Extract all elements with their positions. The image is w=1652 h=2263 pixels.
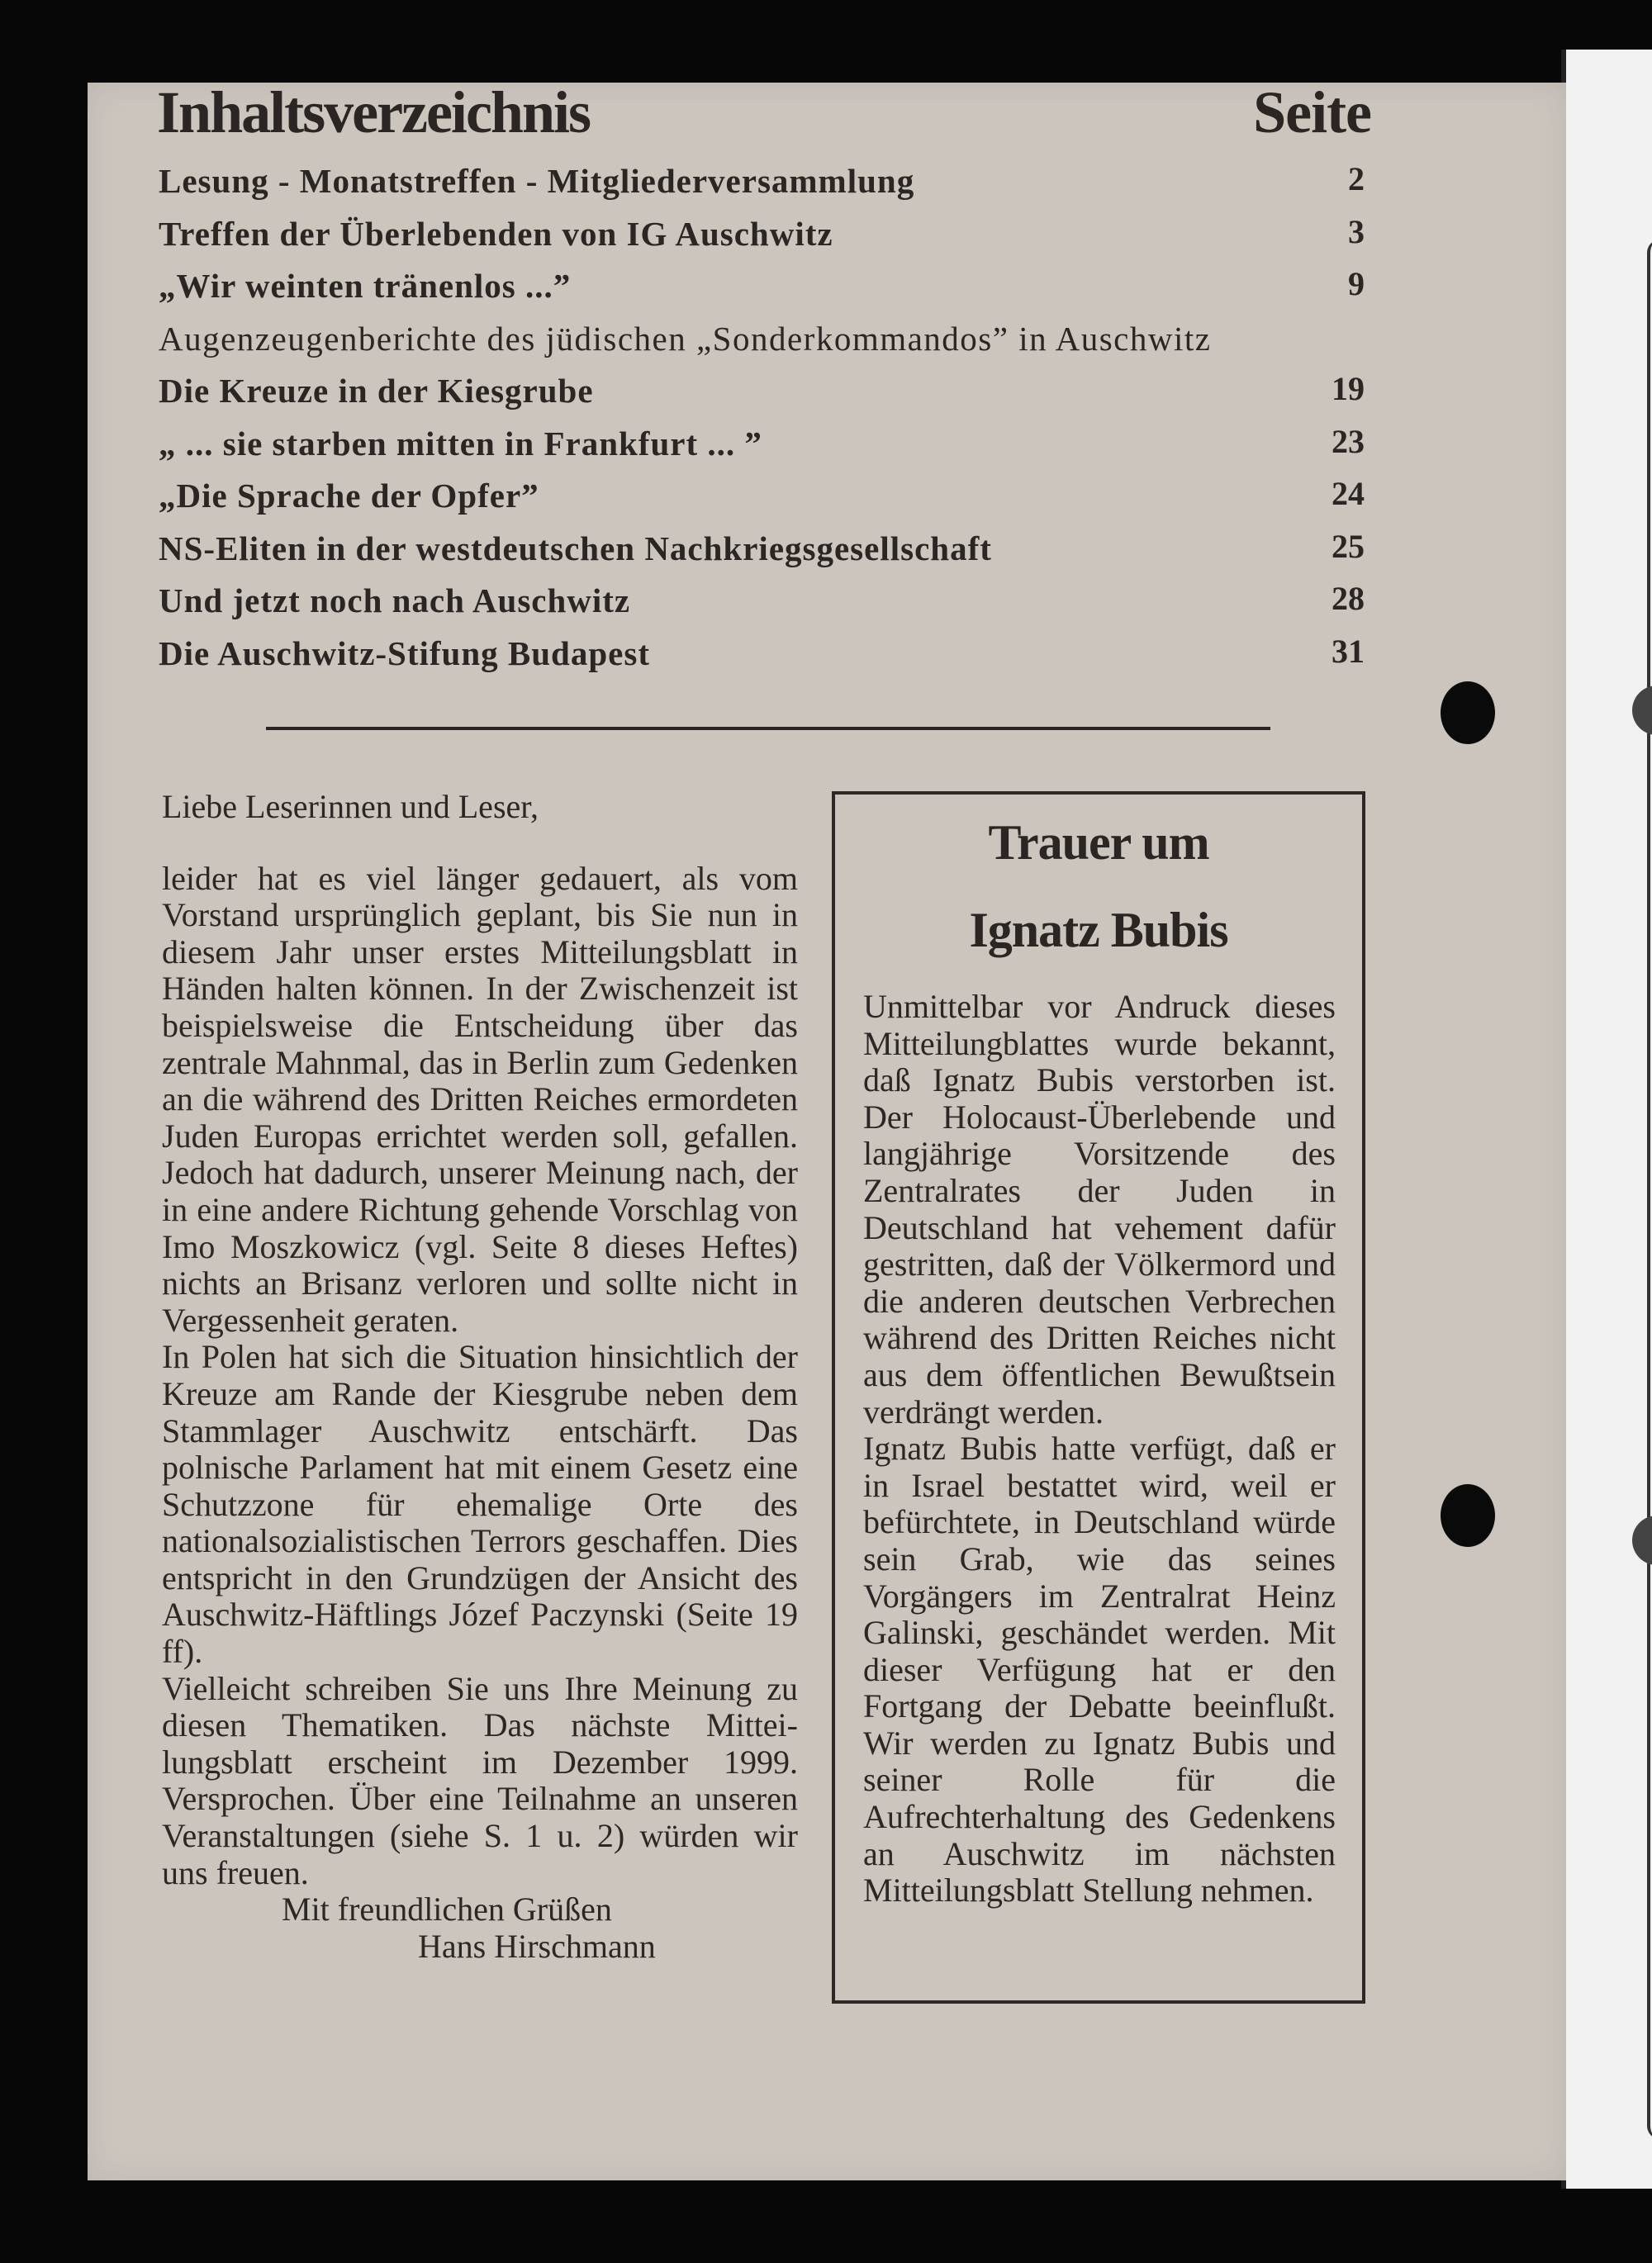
letter-body-paragraph: Vielleicht schreiben Sie uns Ihre Meinung zu diesen Thematiken. Das nächste Mitteilungsblatt erscheint im Dezember 1999. Versprochen. Über eine Teilnahme an unseren Veranstaltungen (siehe S. 1 u. 2) würden wir uns freuen. <box>162 1669 798 1891</box>
toc-entry-title: „Wir weinten tränenlos ...” <box>159 267 572 305</box>
toc-entry[interactable] <box>159 529 1365 581</box>
obituary-title-line1: Trauer um <box>988 815 1209 870</box>
toc-entry-subtitle-text: Augenzeugenberichte des jüdischen „Sonderkommandos” in Auschwitz <box>159 319 1212 358</box>
next-page-edge <box>1561 50 1652 2189</box>
obituary-paragraph: Unmittelbar vor Andruck dieses Mitteilungblattes wurde bekannt, daß Ignatz Bubis verstorben ist. Der Holocaust-Überlebende und langjährige Vorsitzende des Zentralrates der Juden in Deutschland hat vehement dafür gestritten, daß der Völkermord und die anderen deutschen Verbrechen während des Dritten Reiches nicht aus dem öffentlichen Bewußtsein verdrängt werden. <box>863 988 1336 1430</box>
toc-entry-title: „ ... sie starben mitten in Frankfurt ... ” <box>159 424 762 463</box>
letter-signature: Hans Hirschmann <box>418 1927 656 1965</box>
toc-entry-page: 3 <box>1348 212 1365 250</box>
toc-entry-title: Lesung - Monatstreffen - Mitgliederversammlung <box>159 162 915 200</box>
toc-entry[interactable] <box>159 371 1365 424</box>
toc-entry[interactable] <box>159 424 1365 477</box>
toc-header <box>157 78 1371 161</box>
toc-entry-page: 28 <box>1332 580 1365 617</box>
toc-entry-page: 25 <box>1332 527 1365 565</box>
obituary-text <box>863 989 1336 1910</box>
toc-entry-title: Und jetzt noch nach Auschwitz <box>159 581 631 619</box>
letter-body-paragraph: In Polen hat sich die Situation hinsichtlich der Kreuze am Rande der Kiesgrube neben dem Stammlager Auschwitz entschärft. Das polnische Parlament hat mit einem Gesetz eine Schutzzone für ehemalige Orte des nationalsozialistischen Terrors geschaffen. Dies entspricht in den Grundzügen der Ansicht des Auschwitz-Häftlings Józef Paczynski (Seite 19 ff). <box>162 1338 798 1671</box>
next-page-hole-shadow-top <box>1632 686 1652 735</box>
editorial-letter <box>162 789 798 1965</box>
toc-entry[interactable] <box>159 633 1365 686</box>
toc-entry-page: 31 <box>1332 632 1365 670</box>
toc-entry[interactable] <box>159 214 1365 267</box>
toc-entry-title: NS-Eliten in der westdeutschen Nachkriegsgesellschaft <box>159 529 992 567</box>
letter-greeting: Liebe Leserinnen und Leser, <box>162 788 539 825</box>
toc-entry[interactable] <box>159 581 1365 633</box>
toc-entry[interactable] <box>159 476 1365 529</box>
obituary-title-line2: Ignatz Bubis <box>969 903 1228 957</box>
toc-entry[interactable] <box>159 161 1365 214</box>
toc-list <box>159 161 1365 686</box>
toc-entry-page: 19 <box>1332 370 1365 407</box>
obituary-paragraph: Ignatz Bubis hatte verfügt, daß er in Israel bestattet wird, weil er befürchtete, in Deutschland würde sein Grab, wie das seines Vorgängers im Zentralrat Heinz Galinski, geschändet werden. Mit dieser Verfügung hat er den Fortgang der Debatte beeinflußt. Wir werden zu Ignatz Bubis und seiner Rolle für die Aufrechterhaltung des Gedenkens an Auschwitz im nächsten Mitteilungsblatt Stellung nehmen. <box>863 1430 1336 1910</box>
toc-entry-page: 2 <box>1348 160 1365 197</box>
toc-entry-title: Die Auschwitz-Stifung Budapest <box>159 633 650 672</box>
toc-entry-title: Die Kreuze in der Kiesgrube <box>159 372 594 410</box>
next-page-inner-edge <box>1647 240 1652 2139</box>
toc-entry-title: Treffen der Überlebenden von IG Auschwitz <box>159 214 833 253</box>
letter-closing: Mit freundlichen Grüßen <box>282 1891 612 1929</box>
letter-body-paragraph: leider hat es viel länger gedauert, als vom Vorstand ursprünglich geplant, bis Sie nun in diesem Jahr unser erstes Mitteilungsblatt in Händen halten können. In der Zwischenzeit ist beispielsweise die Entscheidung über das zentrale Mahnmal, das in Berlin zum Gedenken an die während des Dritten Reiches ermordeten Juden Europas errichtet werden soll, gefallen. Jedoch hat dadurch, unserer Meinung nach, der in eine andere Richtung gehende Vorschlag von Imo Moszkowicz (vgl. Seite 8 dieses Heftes) nichts an Brisanz verloren und sollte nicht in Vergessenheit geraten. <box>162 859 798 1339</box>
next-page-hole-shadow-bottom <box>1632 1516 1652 1565</box>
obituary-box <box>832 791 1365 2004</box>
punch-hole-bottom <box>1441 1484 1495 1547</box>
section-divider <box>266 727 1270 730</box>
toc-entry-page: 9 <box>1348 265 1365 302</box>
punch-hole-top <box>1441 681 1495 744</box>
toc-entry-page: 24 <box>1332 475 1365 512</box>
toc-entry-page: 23 <box>1332 422 1365 460</box>
toc-title: Inhaltsverzeichnis <box>157 79 591 145</box>
toc-entry-title: „Die Sprache der Opfer” <box>159 477 539 515</box>
toc-page-header: Seite <box>1253 79 1371 145</box>
toc-entry[interactable] <box>159 266 1365 319</box>
toc-entry-subtitle <box>159 319 1365 372</box>
